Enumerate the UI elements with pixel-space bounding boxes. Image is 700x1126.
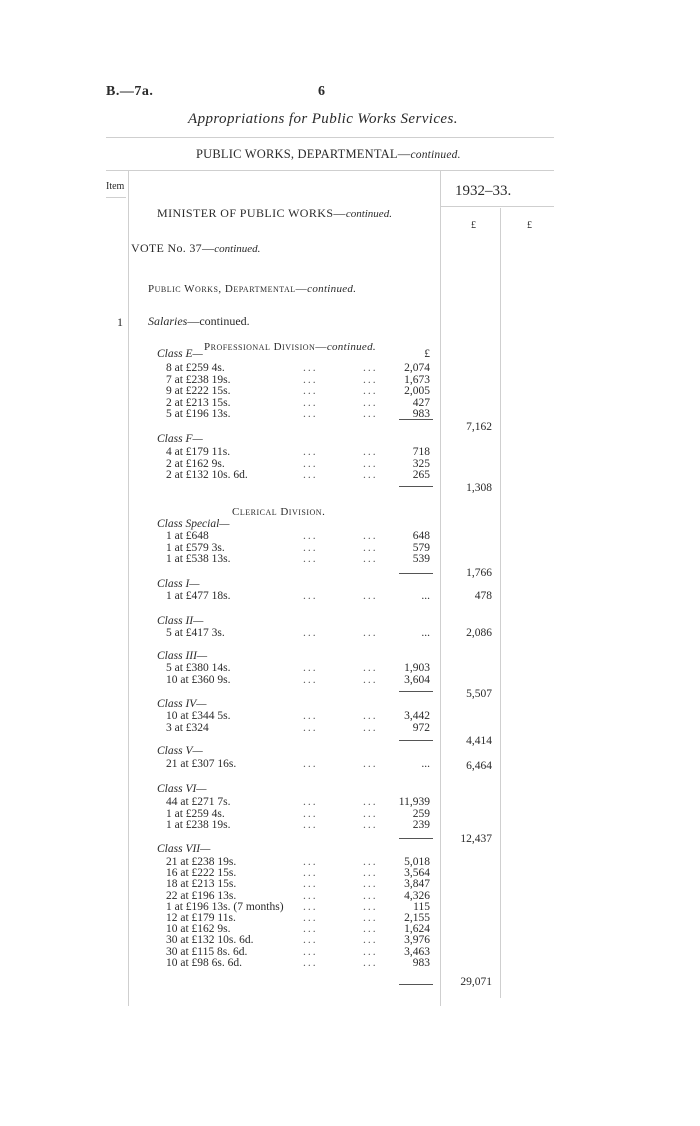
class-total: 478	[474, 590, 492, 602]
leader-dots: ...	[303, 590, 318, 602]
class-total: 12,437	[460, 833, 492, 845]
leader-dots: ...	[303, 457, 318, 470]
row-amount: 648	[412, 530, 430, 542]
financial-year: 1932–33.	[455, 183, 512, 199]
subtotal-rule	[399, 419, 433, 420]
table-row	[0, 469, 430, 483]
salaries-continued: —continued.	[187, 314, 250, 328]
row-label: 10 at £162 9s.	[166, 923, 231, 936]
table-row	[0, 553, 430, 567]
section-title	[196, 147, 461, 162]
leader-dots: ...	[303, 867, 318, 880]
row-amount: 5,018	[404, 856, 430, 868]
pound-column-label: £	[424, 348, 430, 360]
row-label: 7 at £238 19s.	[166, 373, 231, 386]
row-label: 10 at £344 5s.	[166, 710, 231, 722]
salary-class-heading: Class III—	[157, 650, 208, 662]
currency-symbol-2: £	[527, 220, 532, 231]
row-label: 2 at £132 10s. 6d.	[166, 469, 248, 481]
salary-class-heading: Class IV—	[157, 698, 207, 710]
salary-class-heading: Class V—	[157, 745, 203, 757]
leader-dots: ...	[303, 373, 318, 386]
row-label: 16 at £222 15s.	[166, 867, 237, 880]
row-amount: 2,005	[404, 385, 430, 397]
row-label: 10 at £98 6s. 6d.	[166, 956, 243, 969]
leader-dots: ...	[303, 807, 318, 820]
leader-dots: ...	[303, 945, 318, 958]
sub-heading-continued: continued.	[307, 283, 357, 295]
second-amount-divider	[500, 208, 501, 998]
leader-dots: ...	[363, 469, 378, 481]
salary-class-heading: Class I—	[157, 578, 200, 590]
row-amount: 427	[412, 396, 430, 409]
leader-dots: ...	[303, 889, 318, 902]
table-row	[0, 627, 430, 641]
row-amount: 325	[412, 457, 430, 470]
row-label: 2 at £162 9s.	[166, 457, 225, 470]
row-label: 30 at £132 10s. 6d.	[166, 934, 254, 947]
row-amount: 983	[412, 956, 430, 969]
leader-dots: ...	[363, 758, 378, 770]
row-amount: ...	[421, 758, 430, 770]
class-total: 6,464	[466, 760, 492, 772]
row-label: 10 at £360 9s.	[166, 673, 231, 686]
vote-heading-main: VOTE No. 37—	[131, 241, 215, 255]
leader-dots: ...	[363, 553, 378, 565]
section-title-continued: continued.	[410, 149, 461, 161]
row-label: 5 at £380 14s.	[166, 662, 231, 674]
row-amount: 2,074	[404, 362, 430, 374]
leader-dots: ...	[363, 673, 378, 686]
leader-dots: ...	[303, 923, 318, 936]
salary-class-heading: Class Special—	[157, 518, 230, 530]
row-label: 30 at £115 8s. 6d.	[166, 945, 248, 958]
row-amount: 1,673	[404, 373, 430, 386]
leader-dots: ...	[303, 758, 318, 770]
item-header-underline	[106, 197, 126, 198]
leader-dots: ...	[363, 923, 378, 936]
leader-dots: ...	[303, 912, 318, 924]
row-amount: 4,326	[404, 889, 430, 902]
leader-dots: ...	[363, 819, 378, 831]
leader-dots: ...	[303, 408, 318, 420]
table-row	[0, 957, 430, 971]
leader-dots: ...	[363, 956, 378, 969]
leader-dots: ...	[363, 889, 378, 902]
leader-dots: ...	[303, 900, 318, 913]
leader-dots: ...	[303, 796, 318, 808]
row-label: 21 at £238 19s.	[166, 856, 237, 868]
leader-dots: ...	[363, 912, 378, 924]
row-amount: 3,564	[404, 867, 430, 880]
leader-dots: ...	[303, 956, 318, 969]
row-amount: 718	[412, 446, 430, 458]
salary-class-heading: Class VII—	[157, 843, 211, 855]
row-amount: 1,903	[404, 662, 430, 674]
item-column-header: Item	[106, 181, 125, 192]
subtotal-rule	[399, 573, 433, 574]
row-label: 9 at £222 15s.	[166, 385, 231, 397]
vote-heading	[131, 241, 260, 256]
salary-class-heading: Class E—	[157, 348, 203, 360]
leader-dots: ...	[363, 530, 378, 542]
leader-dots: ...	[303, 878, 318, 891]
subtotal-rule	[399, 838, 433, 839]
page-number: 6	[318, 84, 325, 99]
row-amount: 11,939	[398, 796, 430, 808]
leader-dots: ...	[303, 530, 318, 542]
leader-dots: ...	[303, 553, 318, 565]
leader-dots: ...	[363, 362, 378, 374]
page-title: Appropriations for Public Works Services.	[188, 111, 458, 127]
row-label: 1 at £259 4s.	[166, 807, 225, 820]
leader-dots: ...	[303, 627, 318, 639]
row-label: 1 at £477 18s.	[166, 590, 231, 602]
row-amount: 3,604	[404, 673, 430, 686]
row-label: 1 at £648	[166, 530, 209, 542]
leader-dots: ...	[303, 856, 318, 868]
row-label: 1 at £579 3s.	[166, 541, 225, 554]
currency-symbol-1: £	[471, 220, 476, 231]
leader-dots: ...	[363, 396, 378, 409]
row-amount: 239	[412, 819, 430, 831]
row-label: 2 at £213 15s.	[166, 396, 231, 409]
leader-dots: ...	[303, 469, 318, 481]
class-total: 7,162	[466, 421, 492, 433]
leader-dots: ...	[303, 362, 318, 374]
class-total: 29,071	[460, 976, 492, 988]
row-amount: 2,155	[404, 912, 430, 924]
leader-dots: ...	[363, 541, 378, 554]
row-label: 1 at £538 13s.	[166, 553, 231, 565]
leader-dots: ...	[363, 446, 378, 458]
leader-dots: ...	[363, 710, 378, 722]
class-total: 4,414	[466, 735, 492, 747]
leader-dots: ...	[303, 710, 318, 722]
leader-dots: ...	[363, 627, 378, 639]
row-label: 18 at £213 15s.	[166, 878, 237, 891]
leader-dots: ...	[363, 590, 378, 602]
row-label: 4 at £179 11s.	[166, 446, 231, 458]
row-label: 5 at £417 3s.	[166, 627, 225, 639]
row-label: 12 at £179 11s.	[166, 912, 236, 924]
leader-dots: ...	[363, 373, 378, 386]
table-row	[0, 590, 430, 604]
row-amount: 259	[412, 807, 430, 820]
vote-heading-continued: continued.	[214, 243, 261, 255]
table-top-rule	[106, 170, 554, 171]
leader-dots: ...	[303, 541, 318, 554]
table-row	[0, 674, 430, 688]
row-amount: 1,624	[404, 923, 430, 936]
row-amount: 115	[413, 900, 430, 913]
row-label: 1 at £196 13s. (7 months)	[166, 900, 284, 913]
row-amount: 983	[412, 408, 430, 420]
class-total: 5,507	[466, 688, 492, 700]
salary-class-heading: Class VI—	[157, 783, 207, 795]
row-amount: 3,442	[404, 710, 430, 722]
clerical-division-heading: Clerical Division.	[232, 506, 326, 518]
leader-dots: ...	[363, 408, 378, 420]
subtotal-rule	[399, 486, 433, 487]
row-label: 22 at £196 13s.	[166, 889, 237, 902]
leader-dots: ...	[363, 662, 378, 674]
leader-dots: ...	[363, 796, 378, 808]
leader-dots: ...	[363, 878, 378, 891]
row-amount: ...	[421, 627, 430, 639]
row-label: 3 at £324	[166, 721, 209, 734]
row-amount: 539	[412, 553, 430, 565]
document-reference: B.—7a.	[106, 84, 154, 99]
row-label: 5 at £196 13s.	[166, 408, 231, 420]
sub-heading-main: Public Works, Departmental—	[148, 283, 308, 295]
subtotal-rule	[399, 740, 433, 741]
minister-heading-continued: continued.	[345, 208, 392, 220]
row-label: 1 at £238 19s.	[166, 819, 231, 831]
leader-dots: ...	[363, 457, 378, 470]
header-rule	[106, 137, 554, 138]
row-amount: 3,463	[404, 945, 430, 958]
minister-heading	[157, 206, 392, 221]
table-row	[0, 758, 430, 772]
salary-class-heading: Class F—	[157, 433, 203, 445]
row-label: 8 at £259 4s.	[166, 362, 225, 374]
professional-division-main: Professional Division—	[204, 341, 327, 353]
minister-heading-main: MINISTER OF PUBLIC WORKS—	[157, 206, 346, 220]
salary-class-heading: Class II—	[157, 615, 204, 627]
salaries-heading	[148, 314, 250, 329]
leader-dots: ...	[363, 945, 378, 958]
leader-dots: ...	[303, 673, 318, 686]
leader-dots: ...	[303, 446, 318, 458]
class-total: 2,086	[466, 627, 492, 639]
class-total: 1,766	[466, 567, 492, 579]
amount-column-divider	[440, 171, 441, 1006]
leader-dots: ...	[363, 385, 378, 397]
item-number: 1	[117, 315, 123, 329]
sub-heading	[148, 279, 356, 297]
leader-dots: ...	[303, 934, 318, 947]
year-underline	[440, 206, 554, 207]
row-label: 21 at £307 16s.	[166, 758, 237, 770]
subtotal-rule	[399, 691, 433, 692]
leader-dots: ...	[363, 856, 378, 868]
row-amount: 579	[412, 541, 430, 554]
leader-dots: ...	[363, 721, 378, 734]
leader-dots: ...	[303, 721, 318, 734]
leader-dots: ...	[303, 662, 318, 674]
leader-dots: ...	[363, 807, 378, 820]
leader-dots: ...	[303, 396, 318, 409]
table-row	[0, 408, 430, 422]
leader-dots: ...	[363, 934, 378, 947]
row-amount: 3,976	[404, 934, 430, 947]
table-row	[0, 819, 430, 833]
row-amount: 265	[412, 469, 430, 481]
leader-dots: ...	[363, 900, 378, 913]
row-amount: 3,847	[404, 878, 430, 891]
professional-division-continued: continued.	[326, 341, 376, 353]
class-total: 1,308	[466, 482, 492, 494]
table-row	[0, 722, 430, 736]
subtotal-rule	[399, 984, 433, 985]
row-amount: ...	[421, 590, 430, 602]
section-title-main: PUBLIC WORKS, DEPARTMENTAL—	[196, 147, 411, 161]
salaries-label: Salaries	[148, 314, 188, 328]
leader-dots: ...	[303, 819, 318, 831]
leader-dots: ...	[363, 867, 378, 880]
pound-column-label-row	[0, 348, 430, 362]
leader-dots: ...	[303, 385, 318, 397]
row-amount: 972	[412, 721, 430, 734]
row-label: 44 at £271 7s.	[166, 796, 231, 808]
